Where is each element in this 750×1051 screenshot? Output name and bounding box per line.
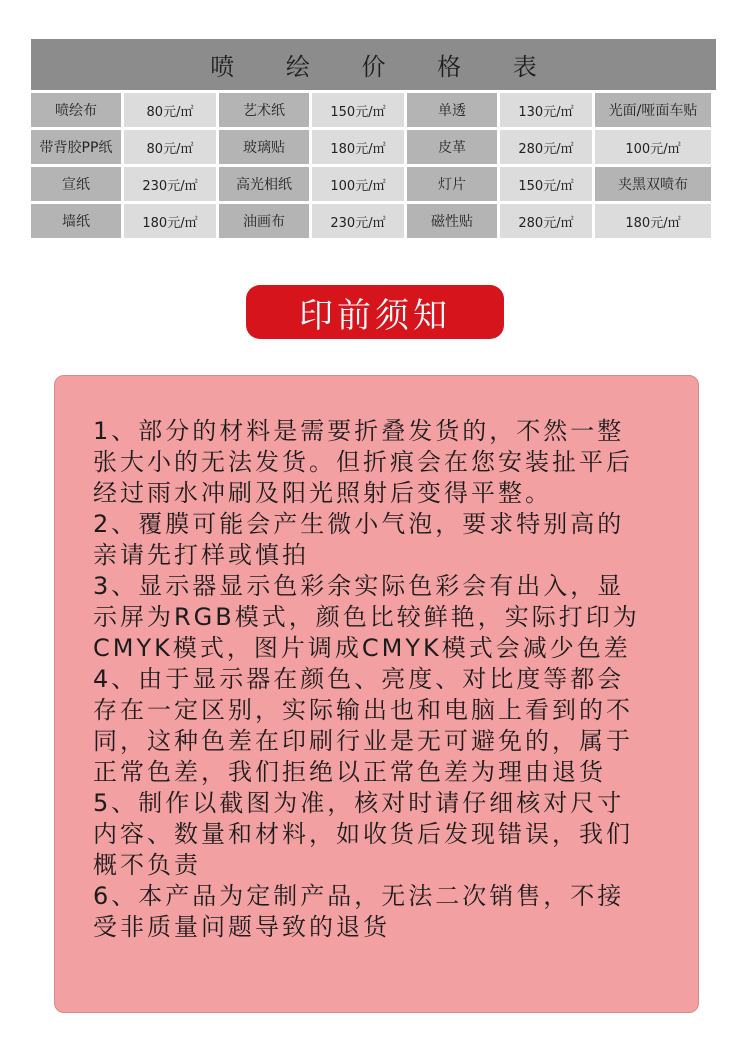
- notice-line: 内容、数量和材料，如收货后发现错误，我们: [93, 820, 633, 848]
- notice-line: 1、部分的材料是需要折叠发货的，不然一整: [93, 417, 625, 445]
- material-price: 180元/㎡: [595, 204, 711, 238]
- notice-line: 6、本产品为定制产品，无法二次销售，不接: [93, 882, 625, 910]
- material-name: 墙纸: [31, 204, 121, 238]
- material-price: 230元/㎡: [312, 204, 404, 238]
- notice-line: 示屏为RGB模式，颜色比较鲜艳，实际打印为: [93, 603, 640, 631]
- material-price: 230元/㎡: [124, 167, 216, 201]
- material-name: 带背胶PP纸: [31, 130, 121, 164]
- notice-line: 张大小的无法发货。但折痕会在您安装扯平后: [93, 448, 633, 476]
- price-table-title: 喷 绘 价 格 表: [31, 39, 716, 90]
- material-price: 150元/㎡: [500, 167, 592, 201]
- price-table: [31, 39, 716, 238]
- notice-title: 印前须知: [246, 285, 504, 339]
- notice-box: [54, 375, 699, 1013]
- material-name: 灯片: [407, 167, 497, 201]
- notice-line: 同，这种色差在印刷行业是无可避免的，属于: [93, 727, 633, 755]
- material-price: 280元/㎡: [500, 130, 592, 164]
- notice-line: 3、显示器显示色彩余实际色彩会有出入，显: [93, 572, 625, 600]
- material-name: 油画布: [219, 204, 309, 238]
- material-price: 100元/㎡: [595, 130, 711, 164]
- material-name: 磁性贴: [407, 204, 497, 238]
- notice-line: 概不负责: [93, 851, 201, 879]
- material-price: 80元/㎡: [124, 93, 216, 127]
- notice-line: CMYK模式，图片调成CMYK模式会减少色差: [93, 634, 631, 662]
- material-name: 玻璃贴: [219, 130, 309, 164]
- notice-line: 4、由于显示器在颜色、亮度、对比度等都会: [93, 665, 625, 693]
- notice-line: 亲请先打样或慎拍: [93, 541, 309, 569]
- material-price: 180元/㎡: [124, 204, 216, 238]
- price-table-grid: [31, 93, 716, 238]
- material-name: 喷绘布: [31, 93, 121, 127]
- notice-list: [93, 416, 673, 943]
- notice-line: 受非质量问题导致的退货: [93, 913, 390, 941]
- material-name: 高光相纸: [219, 167, 309, 201]
- notice-line: 5、制作以截图为准，核对时请仔细核对尺寸: [93, 789, 625, 817]
- material-price: 80元/㎡: [124, 130, 216, 164]
- material-price: 180元/㎡: [312, 130, 404, 164]
- notice-line: 经过雨水冲刷及阳光照射后变得平整。: [93, 479, 552, 507]
- material-price: 100元/㎡: [312, 167, 404, 201]
- material-name: 宣纸: [31, 167, 121, 201]
- material-name: 光面/哑面车贴: [595, 93, 711, 127]
- material-name: 夹黑双喷布: [595, 167, 711, 201]
- notice-line: 2、覆膜可能会产生微小气泡，要求特别高的: [93, 510, 625, 538]
- material-price: 150元/㎡: [312, 93, 404, 127]
- material-name: 艺术纸: [219, 93, 309, 127]
- material-name: 皮革: [407, 130, 497, 164]
- notice-line: 正常色差，我们拒绝以正常色差为理由退货: [93, 758, 606, 786]
- material-price: 130元/㎡: [500, 93, 592, 127]
- material-name: 单透: [407, 93, 497, 127]
- notice-line: 存在一定区别，实际输出也和电脑上看到的不: [93, 696, 633, 724]
- material-price: 280元/㎡: [500, 204, 592, 238]
